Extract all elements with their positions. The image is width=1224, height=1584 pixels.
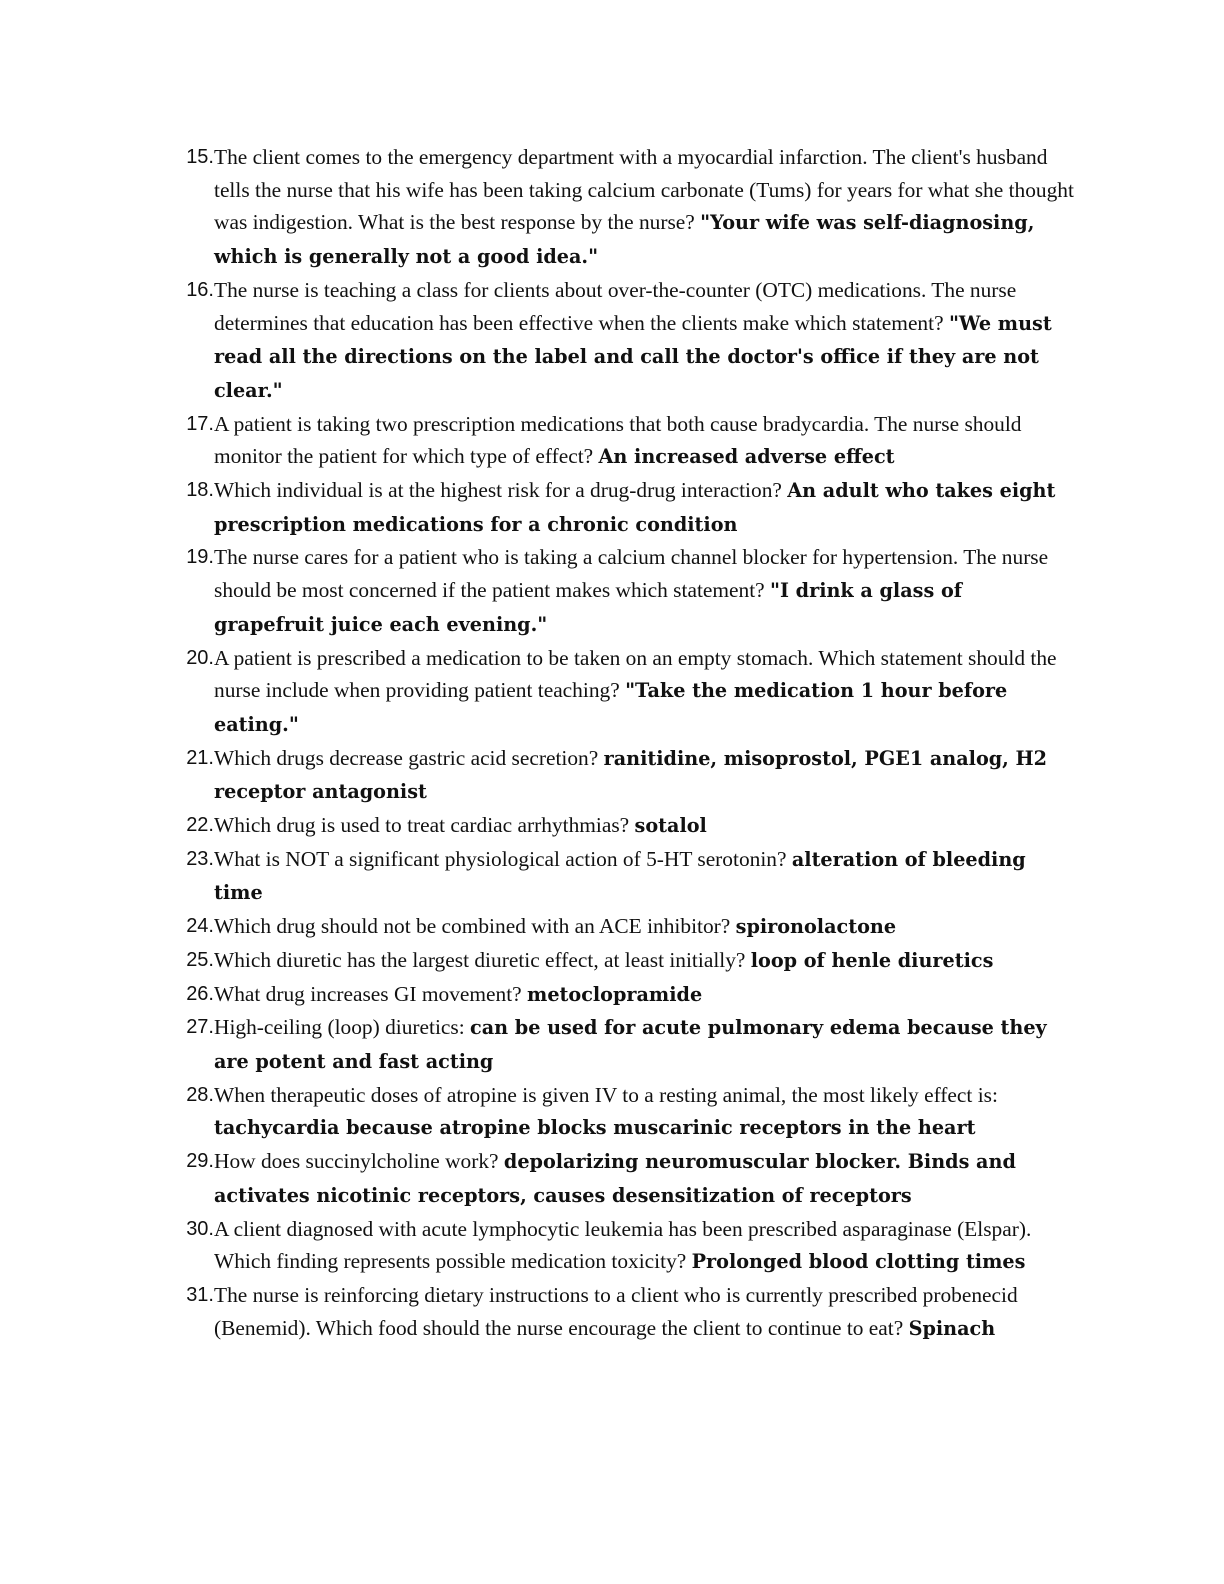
question-number: 30. — [186, 1217, 214, 1240]
question-item — [168, 141, 1078, 274]
question-text: The client comes to the emergency department with a myocardial infarction. The client's husband tells the nurse that his wife has been taking calcium carbonate (Tums) for years for what she thought was indigestion. What is the best response by the nurse? — [214, 145, 1074, 235]
question-body — [214, 843, 1078, 910]
question-body — [214, 408, 1078, 474]
question-body — [214, 642, 1078, 742]
answer-text: sotalol — [634, 814, 707, 838]
question-number: 21. — [186, 746, 214, 769]
question-list — [168, 141, 1078, 1345]
answer-text: depolarizing neuromuscular blocker. Binds and activates nicotinic receptors, causes desensitization of receptors — [214, 1150, 1016, 1207]
question-text: Which individual is at the highest risk for a drug-drug interaction? — [214, 478, 782, 503]
answer-text: Prolonged blood clotting times — [691, 1250, 1026, 1274]
question-item — [168, 1213, 1078, 1279]
question-body — [214, 1213, 1078, 1279]
question-text: The nurse is reinforcing dietary instructions to a client who is currently prescribed probenecid (Benemid). Which food should the nurse encourage the client to continue to eat? — [214, 1282, 1018, 1340]
answer-text: Spinach — [908, 1316, 996, 1340]
question-body — [214, 944, 1078, 978]
question-item — [168, 742, 1078, 809]
question-text: Which drug is used to treat cardiac arrhythmias? — [214, 813, 630, 838]
question-number: 27. — [186, 1016, 214, 1039]
question-text: Which drugs decrease gastric acid secretion? — [214, 745, 599, 770]
question-item — [168, 1011, 1078, 1078]
question-body — [214, 978, 1078, 1012]
question-number: 17. — [186, 412, 214, 435]
question-text: High-ceiling (loop) diuretics: — [214, 1015, 465, 1040]
question-body — [214, 1011, 1078, 1078]
answer-text: "Your wife was self-diagnosing, which is generally not a good idea." — [214, 211, 1035, 269]
answer-text: ranitidine, misoprostol, PGE1 analog, H2 receptor antagonist — [214, 746, 1048, 804]
question-item — [168, 944, 1078, 978]
question-body — [214, 541, 1078, 641]
answer-text: spironolactone — [735, 915, 897, 939]
question-number: 24. — [186, 915, 214, 938]
answer-text: tachycardia because atropine blocks muscarinic receptors in the heart — [214, 1116, 976, 1140]
question-item — [168, 474, 1078, 541]
question-text: What drug increases GI movement? — [214, 981, 522, 1006]
question-body — [214, 742, 1078, 809]
answer-text: alteration of bleeding time — [214, 847, 1026, 905]
question-item — [168, 978, 1078, 1012]
answer-text: can be used for acute pulmonary edema because they are potent and fast acting — [214, 1016, 1047, 1073]
question-body — [214, 141, 1078, 274]
question-text: When therapeutic doses of atropine is given IV to a resting animal, the most likely effect is: — [214, 1082, 998, 1107]
question-item — [168, 274, 1078, 408]
answer-text: "I drink a glass of grapefruit juice each evening." — [214, 579, 962, 636]
question-body — [214, 274, 1078, 408]
question-number: 22. — [186, 814, 214, 837]
question-text: Which diuretic has the largest diuretic effect, at least initially? — [214, 947, 746, 972]
question-item — [168, 1079, 1078, 1145]
question-item — [168, 1279, 1078, 1345]
question-text: A patient is taking two prescription medications that both cause bradycardia. The nurse should monitor the patient for which type of effect? — [214, 411, 1022, 469]
answer-text: loop of henle diuretics — [750, 948, 994, 972]
question-text: Which drug should not be combined with an ACE inhibitor? — [214, 914, 731, 939]
question-body — [214, 1145, 1078, 1212]
question-text: A patient is prescribed a medication to be taken on an empty stomach. Which statement should the nurse include when providing patient teaching? — [214, 645, 1057, 703]
question-body — [214, 809, 1078, 843]
answer-text: metoclopramide — [527, 982, 703, 1006]
question-number: 29. — [186, 1150, 214, 1173]
question-text: A client diagnosed with acute lymphocytic leukemia has been prescribed asparaginase (Elspar). Which finding represents possible medication toxicity? — [214, 1216, 1032, 1274]
question-item — [168, 1145, 1078, 1212]
question-number: 15. — [186, 146, 214, 168]
question-body — [214, 1079, 1078, 1145]
question-item — [168, 843, 1078, 910]
question-item — [168, 910, 1078, 944]
answer-text: "Take the medication 1 hour before eating." — [214, 679, 1008, 736]
question-number: 20. — [186, 646, 214, 669]
question-text: What is NOT a significant physiological action of 5-HT serotonin? — [214, 846, 787, 871]
question-number: 28. — [186, 1083, 214, 1106]
question-item — [168, 642, 1078, 742]
question-item — [168, 541, 1078, 641]
question-number: 26. — [186, 982, 214, 1005]
question-item — [168, 408, 1078, 474]
question-text: The nurse cares for a patient who is taking a calcium channel blocker for hypertension. The nurse should be most concerned if the patient makes which statement? — [214, 545, 1049, 603]
question-number: 18. — [186, 479, 214, 502]
question-item — [168, 809, 1078, 843]
question-number: 23. — [186, 847, 214, 870]
question-number: 16. — [186, 278, 214, 301]
question-number: 19. — [186, 546, 214, 569]
question-text: The nurse is teaching a class for clients about over-the-counter (OTC) medications. The nurse determines that education has been effective when the clients make which statement? — [214, 277, 1017, 335]
answer-text: "We must read all the directions on the label and call the doctor's office if they are not clear." — [214, 311, 1052, 402]
question-body — [214, 1279, 1078, 1345]
question-body — [214, 910, 1078, 944]
question-text: How does succinylcholine work? — [214, 1149, 499, 1174]
question-number: 31. — [186, 1283, 214, 1306]
answer-text: An increased adverse effect — [598, 445, 895, 469]
question-number: 25. — [186, 948, 214, 971]
answer-text: An adult who takes eight prescription medications for a chronic condition — [214, 479, 1056, 536]
question-body — [214, 474, 1078, 541]
